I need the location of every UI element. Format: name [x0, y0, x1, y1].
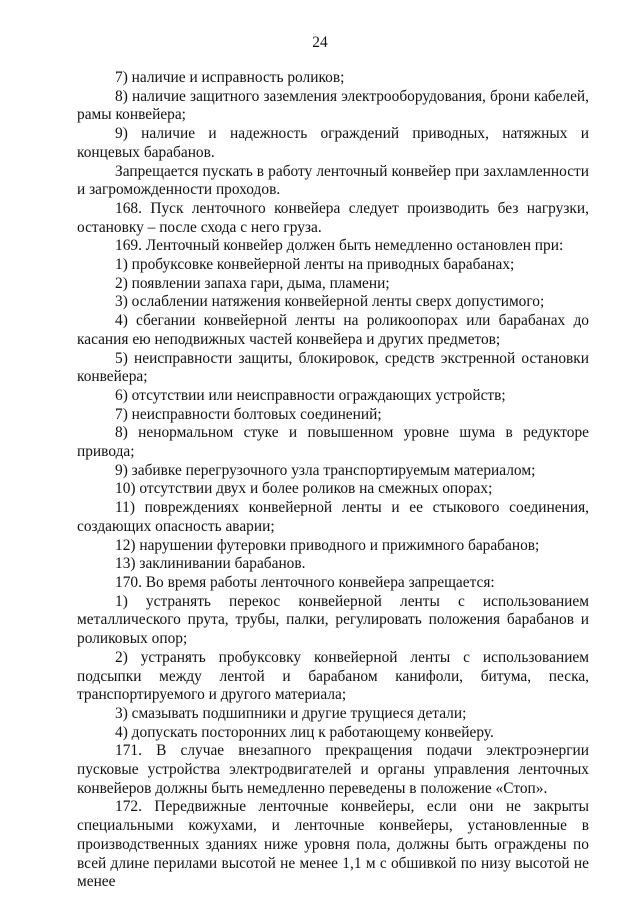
paragraph-169-item-12: 12) нарушении футеровки приводного и прижимного барабанов; — [115, 536, 540, 554]
paragraph-169-item-11: 11) повреждениях конвейерной ленты и ее стыкового соединения, создающих опасность аварии; — [77, 499, 589, 535]
paragraph-169-item-13: 13) заклинивании барабанов. — [115, 555, 306, 573]
paragraph-169-item-6: 6) отсутствии или неисправности ограждающих устройств; — [115, 386, 506, 404]
paragraph-clutter-prohibition: Запрещается пускать в работу ленточный конвейер при захламленности и загроможденности проходов. — [77, 162, 589, 199]
paragraph-171: 171. В случае внезапного прекращения подачи электроэнергии пусковые устройства электродвигателей и органы управления ленточных конвейеров должны быть немедленно переведены в положение «Стоп». — [77, 742, 589, 797]
paragraph-169-item-8: 8) ненормальном стуке и повышенном уровне шума в редукторе привода; — [77, 424, 589, 461]
paragraph-169-item-10: 10) отсутствии двух и более роликов на смежных опорах; — [115, 480, 493, 498]
paragraph-170-item-2: 2) устранять пробуксовку конвейерной ленты с использованием подсыпки между лентой и барабаном канифоли, битума, песка, транспортируемого и другого материала; — [77, 648, 589, 704]
paragraph-170-item-4: 4) допускать посторонних лиц к работающему конвейеру. — [115, 723, 494, 741]
paragraph-168: 168. Пуск ленточного конвейера следует производить без нагрузки, остановку – после схода с него груза. — [77, 199, 589, 236]
paragraph-169-item-9: 9) забивке перегрузочного узла транспортируемым материалом; — [115, 461, 536, 479]
paragraph-170-item-1: 1) устранять перекос конвейерной ленты с использованием металлического прута, трубы, палки, регулировать положения барабанов и роликовых опор; — [77, 592, 589, 648]
paragraph-169-item-7: 7) неисправности болтовых соединений; — [115, 405, 382, 423]
paragraph-169: 169. Ленточный конвейер должен быть немедленно остановлен при: — [115, 237, 564, 255]
document-body — [77, 69, 589, 892]
paragraph-170-item-3: 3) смазывать подшипники и другие трущиеся детали; — [115, 704, 467, 722]
paragraph-169-item-3: 3) ослаблении натяжения конвейерной ленты сверх допустимого; — [115, 293, 545, 311]
paragraph-169-item-1: 1) пробуксовке конвейерной ленты на приводных барабанах; — [115, 256, 515, 274]
paragraph-169-item-5: 5) неисправности защиты, блокировок, средств экстренной остановки конвейера; — [77, 349, 589, 386]
paragraph-item-8-grounding: 8) наличие защитного заземления электрооборудования, брони кабелей, рамы конвейера; — [77, 87, 589, 124]
paragraph-170: 170. Во время работы ленточного конвейера запрещается: — [115, 573, 495, 591]
page-number: 24 — [312, 34, 328, 51]
paragraph-169-item-2: 2) появлении запаха гари, дыма, пламени; — [115, 274, 390, 292]
paragraph-item-7-rollers: 7) наличие и исправность роликов; — [115, 69, 345, 86]
paragraph-item-9-guards: 9) наличие и надежность ограждений приводных, натяжных и концевых барабанов. — [77, 125, 589, 161]
paragraph-169-item-4: 4) сбегании конвейерной ленты на роликоопорах или барабанах до касания ею неподвижных частей конвейера и других предметов; — [77, 312, 589, 348]
paragraph-172: 172. Передвижные ленточные конвейеры, если они не закрыты специальными кожухами, и ленточные конвейеры, установленные в производственных зданиях ниже уровня пола, должны быть ограждены по всей длине перилами высотой не менее 1,1 м с обшивкой по низу высотой не менее — [77, 798, 589, 891]
